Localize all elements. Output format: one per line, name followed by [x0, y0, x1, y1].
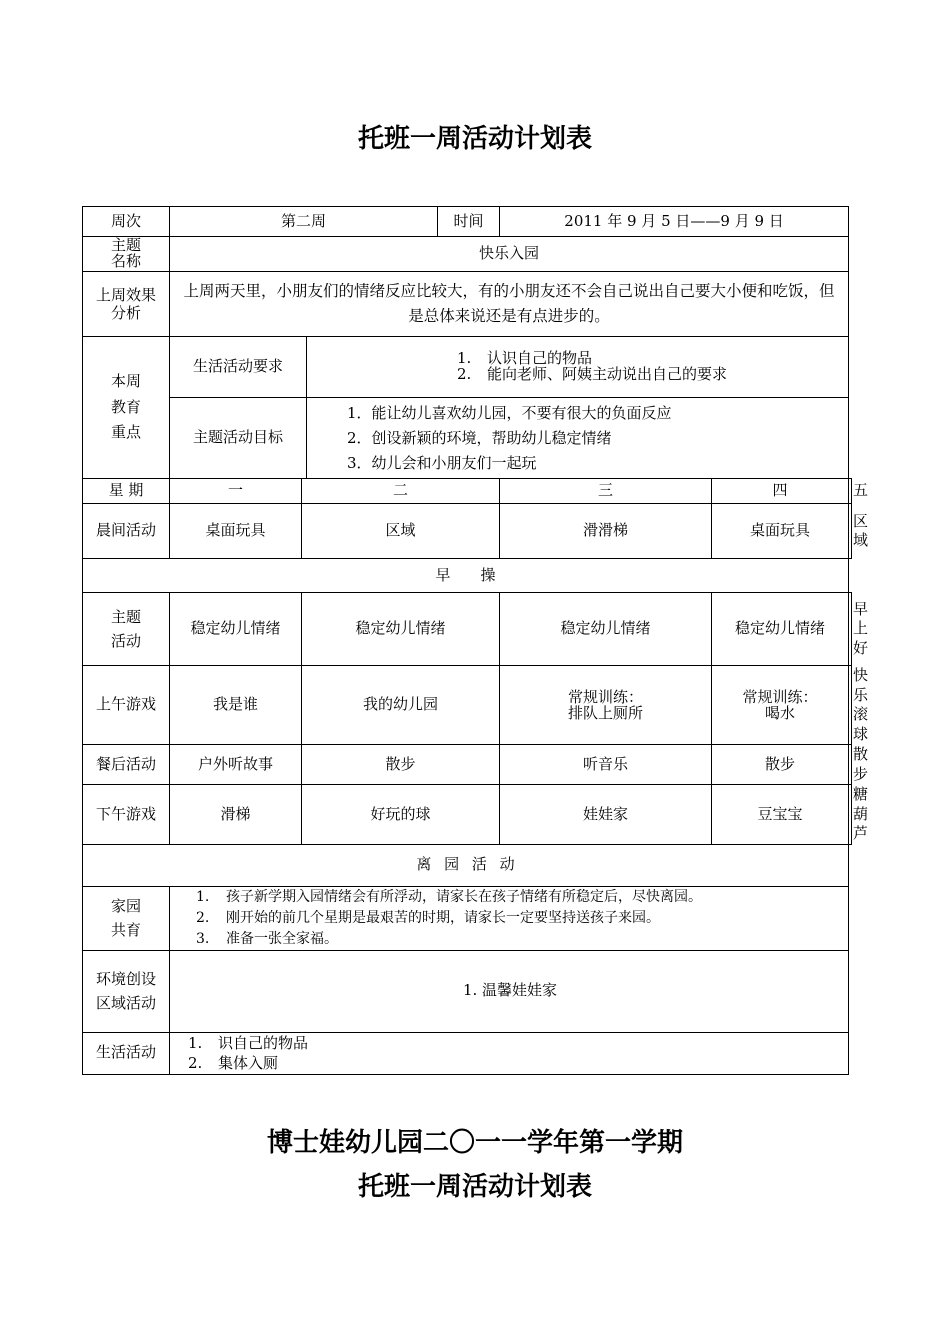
footer-school-title: 博士娃幼儿园二〇一一学年第一学期: [266, 1128, 683, 1158]
pm-game-cell: 糖葫芦: [849, 785, 852, 845]
theme-label: [83, 237, 170, 272]
day-2: 二: [302, 479, 500, 504]
day-3: 三: [500, 479, 712, 504]
theme-activity-cell: 稳定幼儿情绪: [500, 593, 712, 666]
am-game-cell: 我的幼儿园: [302, 666, 500, 745]
morning-cell: 桌面玩具: [170, 504, 302, 559]
focus-label-line3: 重点: [110, 423, 141, 442]
after-meal-cell: 听音乐: [500, 745, 712, 785]
focus-label-line1: 本周: [110, 372, 141, 391]
home-row: [83, 886, 852, 950]
life-requirement-list: [307, 337, 849, 398]
life-requirement-item: 1. 认识自己的物品: [457, 349, 593, 368]
home-item: 2. 刚开始的前几个星期是最艰苦的时期，请家长一定要坚持送孩子来园。: [196, 909, 660, 926]
weekly-plan-table: [82, 206, 869, 1075]
theme-activity-cell: 稳定幼儿情绪: [712, 593, 849, 666]
after-meal-row: [83, 745, 852, 785]
theme-activity-label-line2: 活动: [110, 632, 141, 650]
morning-row: [83, 504, 852, 559]
am-game-row: [83, 666, 852, 745]
theme-activity-cell: 稳定幼儿情绪: [170, 593, 302, 666]
review-label-line2: 分析: [110, 304, 141, 322]
life-list: [170, 1032, 849, 1074]
life-item: 1. 识自己的物品: [188, 1034, 309, 1052]
env-row: [83, 950, 852, 1032]
footer-plan-title: 托班一周活动计划表: [357, 1172, 592, 1202]
after-meal-cell: 散步: [712, 745, 849, 785]
home-label-line2: 共育: [110, 921, 141, 939]
morning-cell: 桌面玩具: [712, 504, 849, 559]
life-requirement-item: 2. 能向老师、阿姨主动说出自己的要求: [457, 365, 728, 383]
theme-label-line2: 名称: [110, 252, 141, 270]
theme-value: 快乐入园: [170, 237, 849, 272]
home-items: [196, 887, 844, 950]
life-requirement-row: [83, 337, 852, 398]
pm-game-cell: 滑梯: [170, 785, 302, 845]
pm-game-cell: 豆宝宝: [712, 785, 849, 845]
theme-goal-item: 2．创设新颖的环境，帮助幼儿稳定情绪: [347, 428, 612, 447]
am-game-cell: [712, 666, 849, 745]
day-5: 五: [849, 479, 852, 504]
focus-label: [83, 337, 170, 479]
review-text: 上周两天里，小朋友们的情绪反应比较大，有的小朋友还不会自己说出自己要大小便和吃饭，但是总体来说还是有点进步的。: [170, 272, 849, 337]
home-list: [170, 886, 849, 950]
week-label: 周次: [83, 207, 170, 237]
home-item: 1. 孩子新学期入园情绪会有所浮动，请家长在孩子情绪有所稳定后，尽快离园。: [196, 888, 702, 905]
after-meal-label: 餐后活动: [83, 745, 170, 785]
review-label: [83, 272, 170, 337]
theme-activity-label: [83, 593, 170, 666]
life-items: [188, 1033, 844, 1073]
morning-cell: 区域: [302, 504, 500, 559]
day-4: 四: [712, 479, 849, 504]
time-value: 2011 年 9 月 5 日——9 月 9 日: [500, 207, 849, 237]
am-game-label: 上午游戏: [83, 666, 170, 745]
pm-game-cell: 好玩的球: [302, 785, 500, 845]
time-label: 时间: [438, 207, 500, 237]
theme-goal-row: [83, 398, 852, 479]
theme-activity-label-line1: 主题: [110, 608, 141, 626]
theme-goal-label: 主题活动目标: [170, 398, 307, 479]
exercise-row: [83, 559, 852, 593]
focus-label-line2: 教育: [110, 397, 141, 416]
weekday-label: 星 期: [83, 479, 170, 504]
day-1: 一: [170, 479, 302, 504]
review-label-line1: 上周效果: [95, 286, 156, 304]
life-requirement-label: 生活活动要求: [170, 337, 307, 398]
week-row: [83, 207, 852, 237]
am-game-cell: [500, 666, 712, 745]
morning-cell: 滑滑梯: [500, 504, 712, 559]
pm-game-row: [83, 785, 852, 845]
weekday-row: [83, 479, 852, 504]
env-label: [83, 950, 170, 1032]
cell-line: 常规训练：: [568, 687, 644, 706]
pm-game-cell: 娃娃家: [500, 785, 712, 845]
theme-activity-cell: 稳定幼儿情绪: [302, 593, 500, 666]
home-label: [83, 886, 170, 950]
theme-row: [83, 237, 852, 272]
leave-label: 离 园 活 动: [83, 844, 849, 886]
home-item: 3. 准备一张全家福。: [196, 930, 338, 947]
leave-row: [83, 844, 852, 886]
theme-activity-row: [83, 593, 852, 666]
life-requirement-items: [457, 351, 844, 383]
week-value: 第二周: [170, 207, 438, 237]
pm-game-label: 下午游戏: [83, 785, 170, 845]
theme-goal-item: 3．幼儿会和小朋友们一起玩: [347, 453, 537, 472]
after-meal-cell: 散步: [849, 745, 852, 785]
after-meal-cell: 散步: [302, 745, 500, 785]
theme-goal-list: [307, 398, 849, 479]
env-label-line2: 区域活动: [95, 994, 156, 1012]
exercise-label: 早 操: [83, 559, 849, 593]
page-title: 托班一周活动计划表: [357, 124, 592, 154]
life-label: 生活活动: [83, 1032, 170, 1074]
cell-line: 常规训练：: [742, 687, 818, 706]
env-label-line1: 环境创设: [95, 970, 156, 988]
life-row: [83, 1032, 852, 1074]
life-item: 2. 集体入厕: [188, 1054, 279, 1072]
home-label-line1: 家园: [110, 897, 141, 915]
theme-goal-item: 1．能让幼儿喜欢幼儿园，不要有很大的负面反应: [347, 403, 672, 422]
theme-label-line1: 主题: [110, 236, 141, 255]
am-game-cell: 快乐滚球: [849, 666, 852, 745]
morning-label: 晨间活动: [83, 504, 170, 559]
morning-cell: 区域: [849, 504, 852, 559]
am-game-cell: 我是谁: [170, 666, 302, 745]
cell-line: 排队上厕所: [568, 704, 644, 722]
after-meal-cell: 户外听故事: [170, 745, 302, 785]
review-row: [83, 272, 852, 337]
cell-line: 喝水: [765, 704, 796, 722]
theme-activity-cell: 早上好: [849, 593, 852, 666]
env-text: 1. 温馨娃娃家: [170, 950, 849, 1032]
